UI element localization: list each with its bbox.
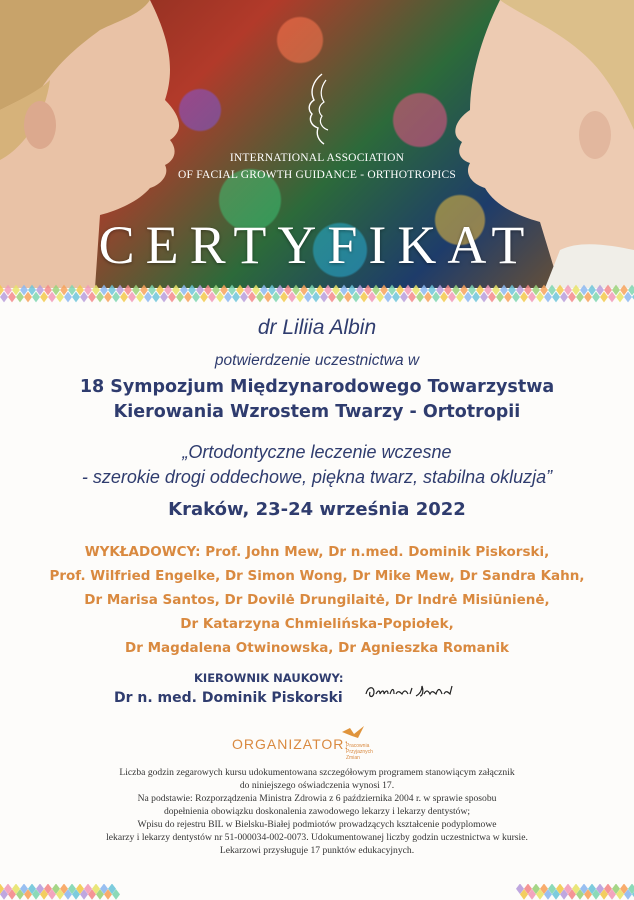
header-photo [0,0,634,288]
faces-profile-logo-icon [300,70,340,150]
confirmation-text: potwierdzenie uczestnictwa w [214,352,420,369]
scientific-head-label: KIEROWNIK NAUKOWY: [194,671,344,685]
handwritten-signature [364,680,474,704]
course-topic: „Ortodontyczne leczenie wczesne - szerokie drogi oddechowe, piękna twarz, stabilna okluzja” [81,442,553,487]
association-name: INTERNATIONAL ASSOCIATION OF FACIAL GROWTH GUIDANCE - ORTHOTROPICS [178,152,456,181]
symposium-title: 18 Sympozjum Międzynarodowego Towarzystwa Kierowania Wzrostem Twarzy - Ortotropii [79,377,555,422]
organizer-logo-text: Pracownia Przyjaznych Zmian [346,743,373,761]
decorative-diamond-border [0,284,634,304]
legal-footnote: Liczba godzin zegarowych kursu udokumentowana szczegółowym programem stanowiącym załącznik do niniejszego oświadczenia wynosi 17. Na podstawie: Rozporządzenia Ministra Zdrowia z 6 października 2004 r. w sprawie sposobu dopełnienia obowiązku doskonalenia zawodowego lekarzy i lekarzy dentystów; Wpisu do rejestru BIL w Bielsku-Białej podmiotów prowadzących kształcenie podyplomowe lekarzy i lekarzy dentystów nr 51-000034-002-0073. Udokumentowanej liczby godzin uczestnictwa w kursie. Lekarzowi przysługuje 17 punktów edukacyjnych. [106,767,528,856]
certificate-title: CERTYFIKAT [98,215,536,275]
decorative-diamond-border-bottom [0,884,634,900]
lecturers-list: WYKŁADOWCY: Prof. John Mew, Dr n.med. Dominik Piskorski, Prof. Wilfried Engelke, Dr Simon Wong, Dr Mike Mew, Dr Sandra Kahn, Dr Marisa Santos, Dr Dovilė Drungilaitė, Dr Indrė Misiūnienė, Dr Katarzyna Chmielińska-Popiołek, Dr Magdalena Otwinowska, Dr Agnieszka Romanik [49,544,585,656]
organizer-label: ORGANIZATOR: [232,736,350,752]
place-and-date: Kraków, 23-24 września 2022 [168,499,466,520]
recipient-name: dr Liliia Albin [257,316,377,339]
scientific-head-name: Dr n. med. Dominik Piskorski [114,690,343,706]
bird-logo-icon [340,724,366,744]
